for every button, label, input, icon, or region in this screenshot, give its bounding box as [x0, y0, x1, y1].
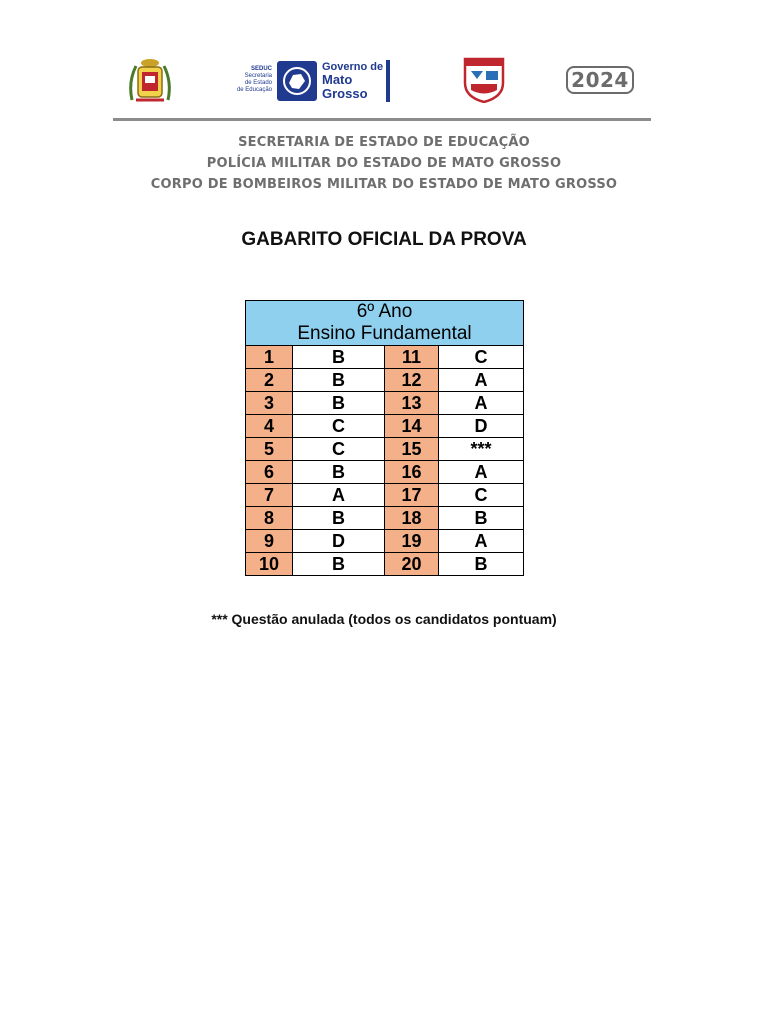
year-badge: 2024: [566, 66, 634, 94]
question-number: 1: [246, 346, 293, 369]
table-row: [246, 369, 524, 392]
answer-letter: A: [439, 461, 524, 484]
grade-header: [246, 301, 524, 346]
grade-year: 6º Ano: [356, 301, 413, 322]
question-number: 10: [246, 553, 293, 576]
question-number: 5: [246, 438, 293, 461]
question-number: 20: [385, 553, 439, 576]
answer-letter: B: [293, 369, 385, 392]
seduc-government-logo: [232, 58, 398, 104]
question-number: 13: [385, 392, 439, 415]
school-shield-icon: [463, 57, 505, 103]
question-number: 17: [385, 484, 439, 507]
question-number: 16: [385, 461, 439, 484]
answer-letter: B: [293, 346, 385, 369]
table-row: [246, 415, 524, 438]
grade-level: Ensino Fundamental: [297, 323, 472, 344]
table-row: [246, 484, 524, 507]
question-number: 9: [246, 530, 293, 553]
institution-line-3: CORPO DE BOMBEIROS MILITAR DO ESTADO DE MATO GROSSO: [150, 177, 618, 192]
question-number: 7: [246, 484, 293, 507]
answer-key-table: [245, 300, 524, 576]
answer-letter: C: [293, 438, 385, 461]
question-number: 14: [385, 415, 439, 438]
institution-line-1: SECRETARIA DE ESTADO DE EDUCAÇÃO: [238, 135, 530, 150]
annulled-question-note: *** Questão anulada (todos os candidatos pontuam): [211, 611, 557, 627]
answer-letter: A: [439, 392, 524, 415]
answer-letter: B: [293, 461, 385, 484]
answer-letter: C: [293, 415, 385, 438]
answer-letter: C: [439, 346, 524, 369]
answer-letter: A: [439, 530, 524, 553]
answer-letter: A: [439, 369, 524, 392]
table-row: [246, 530, 524, 553]
table-row: [246, 461, 524, 484]
table-row: [246, 392, 524, 415]
governo-text: Governo de Mato Grosso: [322, 61, 384, 101]
answer-letter: D: [293, 530, 385, 553]
question-number: 6: [246, 461, 293, 484]
table-row: [246, 553, 524, 576]
answer-letter: D: [439, 415, 524, 438]
header-divider: [113, 118, 651, 121]
answer-letter: B: [439, 553, 524, 576]
question-number: 2: [246, 369, 293, 392]
answer-letter: B: [293, 553, 385, 576]
table-row: [246, 346, 524, 369]
answer-letter: ***: [439, 438, 524, 461]
answer-letter: B: [439, 507, 524, 530]
table-row: [246, 507, 524, 530]
military-police-crest-icon: [126, 56, 174, 108]
question-number: 4: [246, 415, 293, 438]
answer-letter: B: [293, 392, 385, 415]
answer-letter: B: [293, 507, 385, 530]
state-map-emblem: [277, 61, 317, 101]
answer-letter: A: [293, 484, 385, 507]
question-number: 15: [385, 438, 439, 461]
seduc-label: SEDUC Secretaria de Estado de Educação: [236, 66, 272, 93]
question-number: 11: [385, 346, 439, 369]
question-number: 12: [385, 369, 439, 392]
document-title: GABARITO OFICIAL DA PROVA: [241, 229, 527, 250]
question-number: 8: [246, 507, 293, 530]
question-number: 3: [246, 392, 293, 415]
table-row: [246, 438, 524, 461]
question-number: 18: [385, 507, 439, 530]
institution-line-2: POLÍCIA MILITAR DO ESTADO DE MATO GROSSO: [206, 156, 562, 171]
answer-letter: C: [439, 484, 524, 507]
question-number: 19: [385, 530, 439, 553]
